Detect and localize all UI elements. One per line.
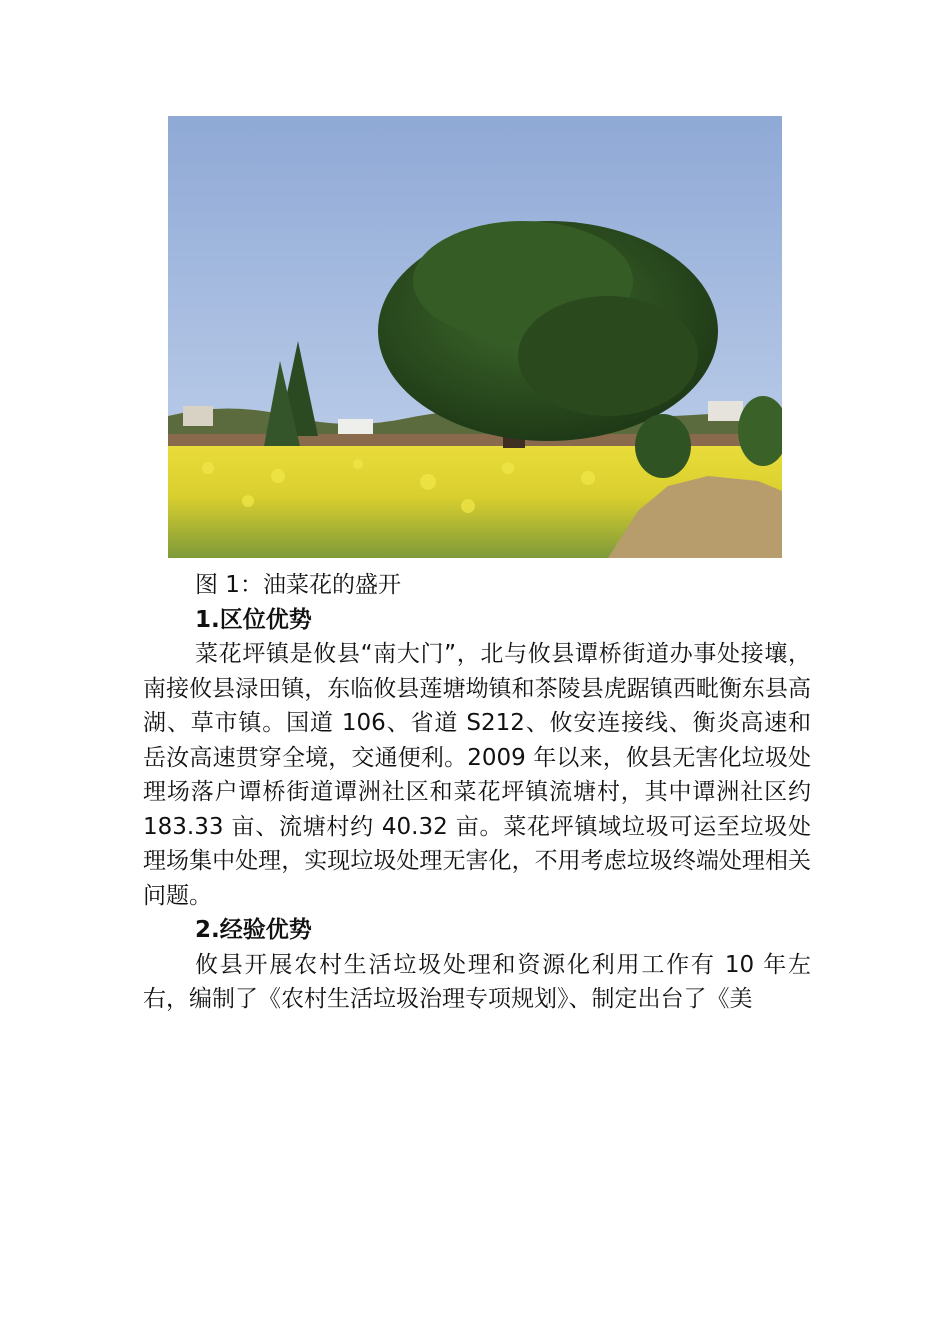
section-paragraph: 攸县开展农村生活垃圾处理和资源化利用工作有 10 年左右，编制了《农村生活垃圾治理专项规划》、制定出台了《美 — [143, 951, 811, 1012]
rapeseed-field-tree-image — [168, 116, 782, 558]
figure-caption: 图 1：油菜花的盛开 — [195, 572, 401, 598]
section-paragraph: 菜花坪镇是攸县“南大门”，北与攸县谭桥街道办事处接壤，南接攸县渌田镇，东临攸县莲塘坳镇和茶陵县虎踞镇西毗衡东县高湖、草市镇。国道 106、省道 S212、攸安连接线、衡炎高速和岳汝高速贯穿全境，交通便利。2009 年以来，攸县无害化垃圾处理场落户谭桥街道谭洲社区和菜花坪镇流塘村，其中谭洲社区约 183.33 亩、流塘村约 40.32 亩。菜花坪镇域垃圾可运至垃圾处理场集中处理，实现垃圾处理无害化，不用考虑垃圾终端处理相关问题。 — [143, 641, 811, 909]
section-heading: 2.经验优势 — [195, 917, 312, 943]
section-heading: 1.区位优势 — [195, 606, 312, 633]
document-body — [143, 568, 811, 1017]
landscape-photo — [168, 116, 782, 558]
